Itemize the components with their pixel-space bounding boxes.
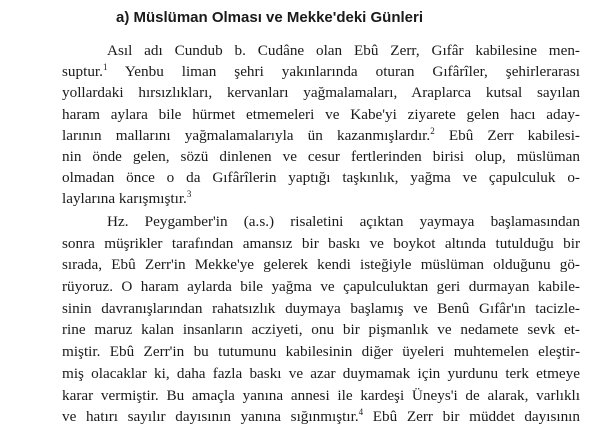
text-line: larının mallarını yağmalamalarıyla ün kazanmışlardır.$^2$ Ebû Zerr kabilesi- [62,125,580,144]
text-line: miş olacaklar ki, daha fazla baskı ve azar duymamak için yurdunu terk etmeye [62,364,580,382]
text-line: Asıl adı Cundub b. Cudâne olan Ebû Zerr, Gıfâr kabilesine men- [107,42,580,59]
text-line: laylarına karışmıştır.$^3$ [62,189,192,208]
text-line: sinin davranışlarından rahatsızlık duymaya başlamış ve Benû Gıfâr'ın tacizle- [62,299,580,317]
footnote-marker[interactable]: 1 [102,62,108,73]
paragraph-1 [62,40,580,210]
section-heading: a) Müslüman Olması ve Mekke'deki Günleri [116,9,424,26]
text-line: sırada, Ebû Zerr'in Mekke'ye gelerek kendi isteğiyle müslüman olduğunu gö- [62,256,580,274]
text-line: nin önde gelen, sözü dinlenen ve cesur fertlerinden birisi olup, müslüman [62,147,580,165]
text-line: miştir. Ebû Zerr'in bu tutumunu kabilesinin diğer üyeleri muhtemelen eleştir- [62,343,580,361]
text-line: suptur.$^1$ Yenbu liman şehri yakınlarında oturan Gıfârîler, şehirlerarası [62,62,580,81]
footnote-marker[interactable]: 3 [186,189,192,200]
footnote-marker[interactable]: 2 [430,125,435,136]
paragraph-2 [62,211,580,428]
text-line: rine maruz kalan insanların acziyeti, onu bir pişmanlık ve nedamete sevk et- [62,321,580,339]
text-line: yollardaki hırsızlıkları, kervanları yağmalamaları, Araplarca kutsal sayılan [62,84,580,102]
text-line: karar vermiştir. Bu amaçla yanına annesi ile kardeşi Üneys'i de alarak, varlıklı [62,386,580,404]
text-line: ve hatırı sayılır dayısının yanına sığınmıştır.$^4$ Ebû Zerr bir müddet dayısının [62,407,580,426]
footnote-marker[interactable]: 4 [358,407,364,418]
text-line: Hz. Peygamber'in (a.s.) risaletini açıktan yaymaya başlamasından [107,213,580,230]
text-line: olmadan önce o da Gıfârîlerin yaptığı taşkınlık, yağma ve çapulculuk o- [62,169,580,187]
text-line: rüyoruz. O haram aylarda bile yağma ve çapulculuktan geri durmayan kabile- [62,278,580,296]
text-line: sonra müşrikler tarafından amansız bir baskı ve boykot altında tutulduğu bir [62,234,580,252]
text-line: haram aylara bile hürmet etmemeleri ve Kabe'yi ziyarete gelen hacı aday- [62,105,580,123]
